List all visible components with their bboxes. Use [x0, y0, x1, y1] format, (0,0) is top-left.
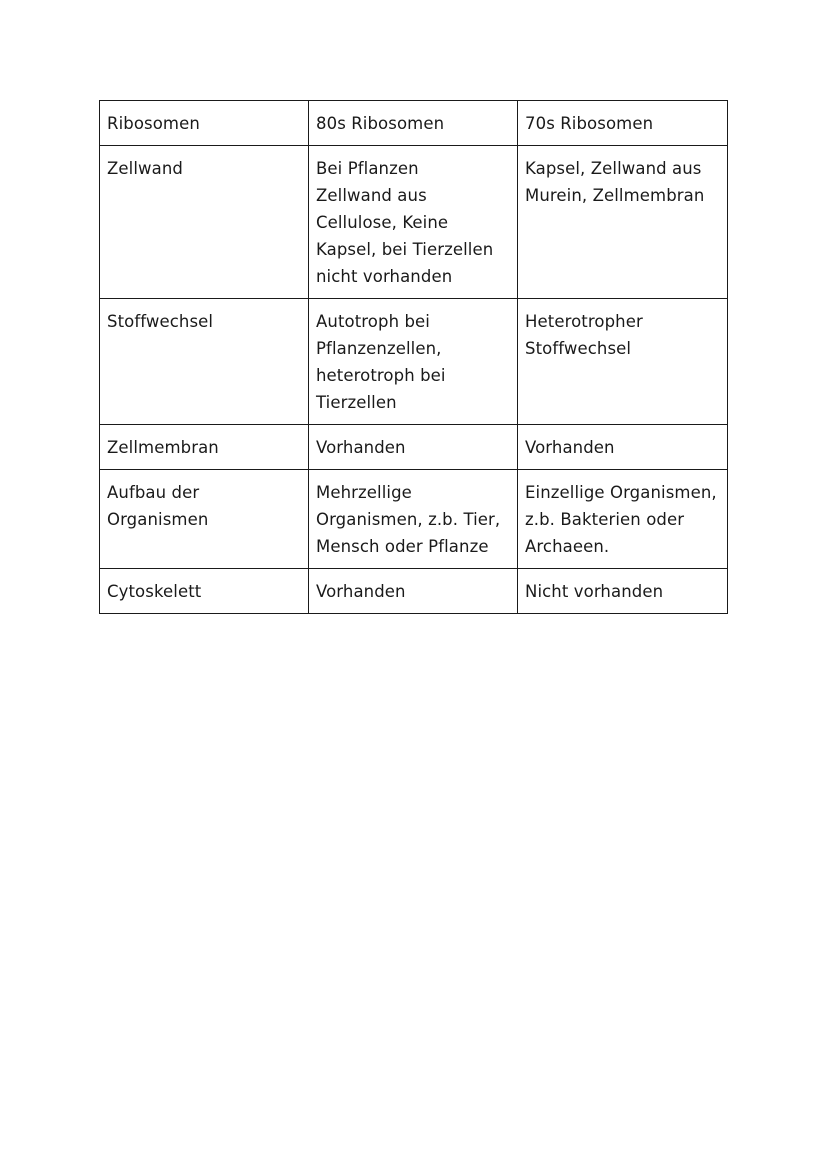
cell-80s-text: Mehrzellige Organismen, z.b. Tier, Mensch oder Pflanze — [316, 483, 501, 556]
row-label-cell — [100, 569, 309, 614]
table-row — [100, 470, 728, 569]
row-label: Aufbau der Organismen — [107, 483, 209, 529]
cell-80s — [309, 470, 518, 569]
row-label: Zellwand — [107, 159, 183, 178]
table-row — [100, 146, 728, 299]
cell-70s-text: Nicht vorhanden — [525, 582, 664, 601]
cell-70s — [518, 299, 728, 425]
cell-70s-text: Kapsel, Zellwand aus Murein, Zellmembran — [525, 159, 705, 205]
cell-80s-text: Bei Pflanzen Zellwand aus Cellulose, Keine Kapsel, bei Tierzellen nicht vorhanden — [316, 159, 494, 286]
table-row — [100, 425, 728, 470]
header-label: 80s Ribosomen — [316, 114, 445, 133]
table-row — [100, 299, 728, 425]
row-label-cell — [100, 470, 309, 569]
cell-80s — [309, 146, 518, 299]
row-label-cell — [100, 146, 309, 299]
cell-80s-text: Vorhanden — [316, 582, 406, 601]
cell-70s — [518, 569, 728, 614]
cell-80s — [309, 425, 518, 470]
cell-80s-text: Vorhanden — [316, 438, 406, 457]
cell-80s — [309, 569, 518, 614]
row-label-cell — [100, 425, 309, 470]
cell-70s — [518, 146, 728, 299]
row-label: Stoffwechsel — [107, 312, 214, 331]
row-label: Zellmembran — [107, 438, 219, 457]
header-cell-ribosomen — [100, 101, 309, 146]
cell-80s-text: Autotroph bei Pflanzenzellen, heterotroph bei Tierzellen — [316, 312, 446, 412]
table-header-row — [100, 101, 728, 146]
row-label-cell — [100, 299, 309, 425]
cell-80s — [309, 299, 518, 425]
header-label: 70s Ribosomen — [525, 114, 654, 133]
cell-70s — [518, 470, 728, 569]
header-cell-70s — [518, 101, 728, 146]
row-label: Cytoskelett — [107, 582, 202, 601]
cell-70s — [518, 425, 728, 470]
table-row — [100, 569, 728, 614]
cell-70s-text: Einzellige Organismen, z.b. Bakterien oder Archaeen. — [525, 483, 717, 556]
header-cell-80s — [309, 101, 518, 146]
cell-70s-text: Heterotropher Stoffwechsel — [525, 312, 643, 358]
cell-70s-text: Vorhanden — [525, 438, 615, 457]
header-label: Ribosomen — [107, 114, 200, 133]
ribosomen-comparison-table — [99, 100, 728, 614]
